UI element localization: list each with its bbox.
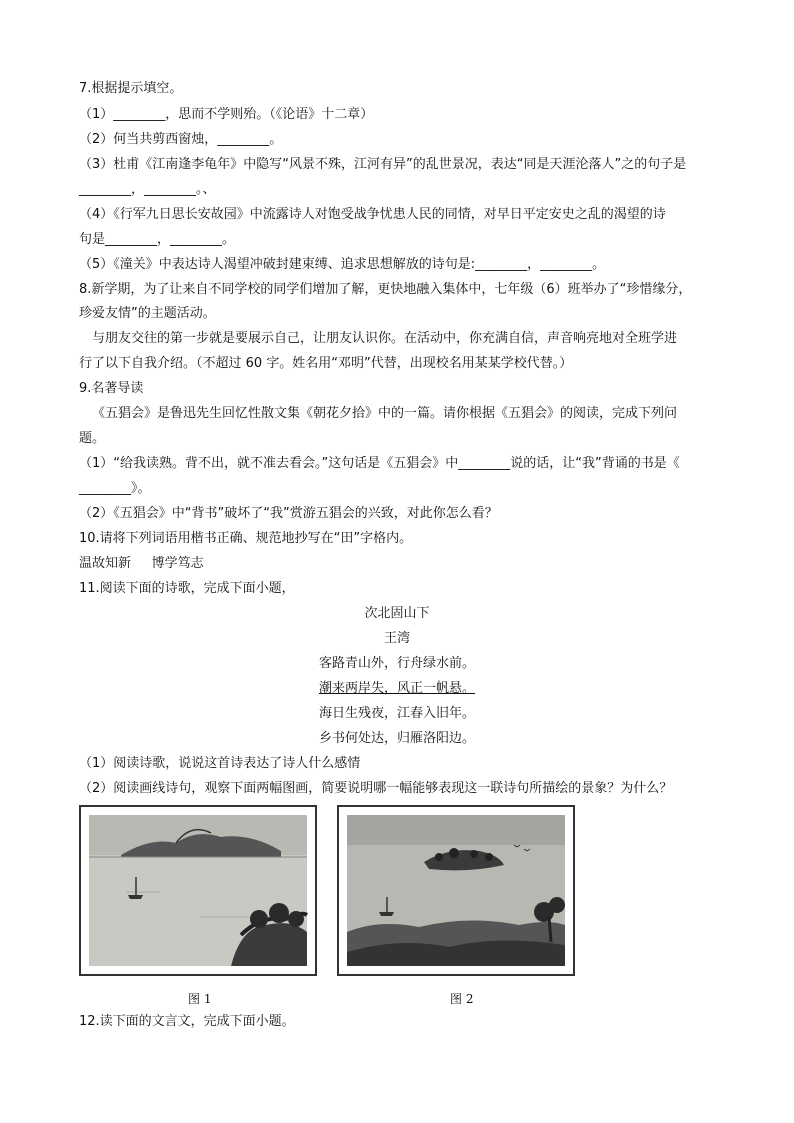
q8-line-4: 行了以下自我介绍。（不超过 60 字。姓名用“邓明”代替，出现校名用某某学校代替。） xyxy=(79,356,573,371)
q7-item-2: （2）何当共剪西窗烛，________。 xyxy=(79,132,283,147)
q8-line-3: 与朋友交往的第一步就是要展示自己，让朋友认识你。在活动中，你充满自信，声音响亮地对全班学进 xyxy=(92,331,678,346)
q7-title: 7.根据提示填空。 xyxy=(79,81,183,96)
q7-item-5: （5）《潼关》中表达诗人渴望冲破封建束缚、追求思想解放的诗句是:________，________。 xyxy=(79,257,606,272)
q8-line-2: 珍爱友情”的主题活动。 xyxy=(79,306,216,321)
q7-item-1: （1）________，思而不学则殆。（《论语》十二章） xyxy=(79,107,374,122)
poem-line-1: 客路青山外，行舟绿水前。 xyxy=(318,656,475,671)
q9-item-2: （2）《五猖会》中“背书”破坏了“我”赏游五猖会的兴致，对此你怎么看？ xyxy=(79,506,498,521)
figure-2-image xyxy=(337,805,575,976)
q7-item-3-line-1: （3）杜甫《江南逢李龟年》中隐写“风景不殊，江河有异”的乱世景况，表达“同是天涯沦落人”之的句子是 xyxy=(79,157,687,172)
q10-words: 温故知新 博学笃志 xyxy=(79,556,204,571)
poem-line-2-underlined: 潮来两岸失，风正一帆悬。 xyxy=(318,681,475,696)
q12-title: 12.读下面的文言文，完成下面小题。 xyxy=(79,1014,295,1029)
q9-title: 9.名著导读 xyxy=(79,381,144,396)
q9-item-1-line-1: （1）“给我读熟。背不出，就不准去看会。”这句话是《五猖会》中________说的话，让“我”背诵的书是《 xyxy=(79,456,680,471)
poem-author: 王湾 xyxy=(383,631,410,646)
q11-sub-1: （1）阅读诗歌，说说这首诗表达了诗人什么感情 xyxy=(79,756,361,771)
figure-1-caption: 图 1 xyxy=(188,992,212,1006)
q11-sub-2: （2）阅读画线诗句，观察下面两幅图画，简要说明哪一幅能够表现这一联诗句所描绘的景象？为什么？ xyxy=(79,781,673,796)
figure-2-painting xyxy=(339,807,573,974)
figure-2-caption: 图 2 xyxy=(450,992,474,1006)
poem-line-3: 海日生残夜，江春入旧年。 xyxy=(318,706,475,721)
figure-1-painting xyxy=(81,807,315,974)
q11-title: 11.阅读下面的诗歌，完成下面小题， xyxy=(79,581,295,596)
q9-item-1-line-2: ________》。 xyxy=(79,481,151,496)
q8-line-1: 8.新学期，为了让来自不同学校的同学们增加了解，更快地融入集体中，七年级（6）班举办了“珍惜缘分， xyxy=(79,282,692,297)
q7-item-3-line-2: ________，________。、 xyxy=(79,182,216,197)
q7-item-4-line-2: 句是________，________。 xyxy=(79,232,236,247)
poem-title: 次北固山下 xyxy=(364,606,430,621)
figure-1-image xyxy=(79,805,317,976)
q9-intro-line-1: 《五猖会》是鲁迅先生回忆性散文集《朝花夕拾》中的一篇。请你根据《五猖会》的阅读，完成下列问 xyxy=(92,406,678,421)
q10-instruction: 10.请将下列词语用楷书正确、规范地抄写在“田”字格内。 xyxy=(79,531,413,546)
poem-line-4: 乡书何处达，归雁洛阳边。 xyxy=(318,731,475,746)
q7-item-4-line-1: （4）《行军九日思长安故园》中流露诗人对饱受战争忧患人民的同情，对早日平定安史之乱的渴望的诗 xyxy=(79,207,666,222)
q9-intro-line-2: 题。 xyxy=(79,431,106,446)
